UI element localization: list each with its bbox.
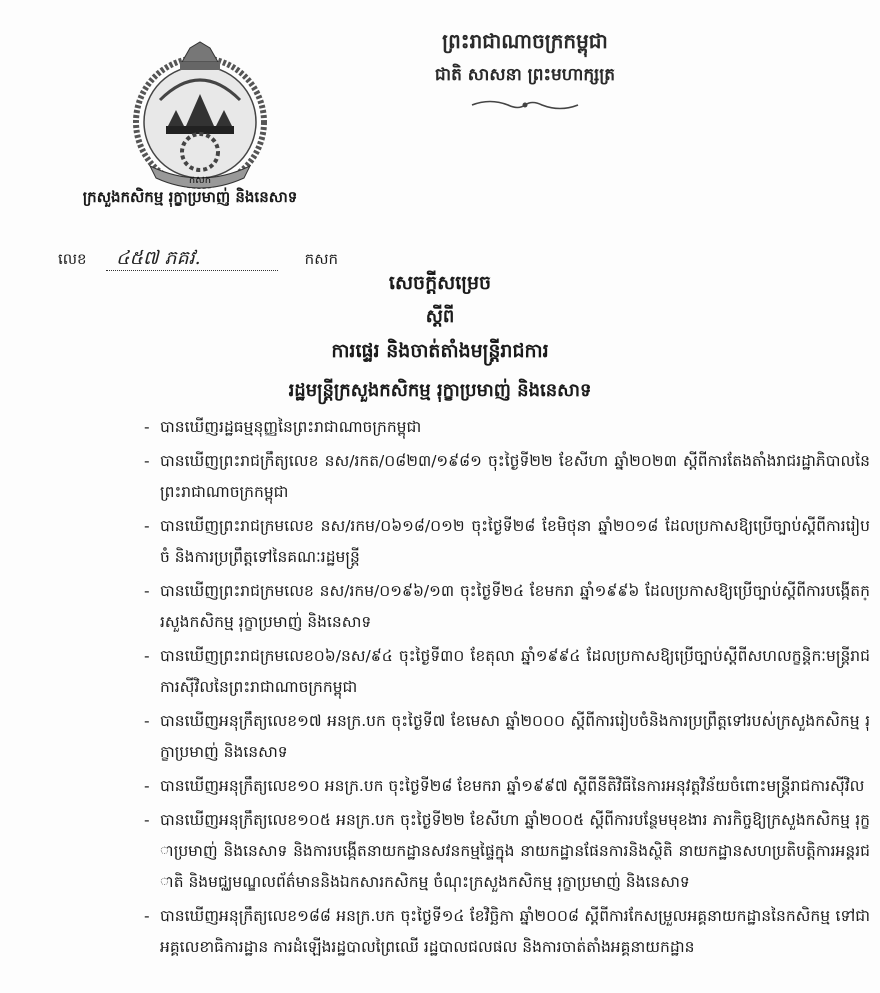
list-item: - បានឃើញព្រះរាជក្រមលេខ នស/រកម/០១៩៦/១៣ ចុះថ្ងៃទី២៤ ខែមករា ឆ្នាំ១៩៩៦ ដែលប្រកាសឱ្យប្រើច្បាប់ស្តីពីការបង្កើតក្រសួងកសិកម្ម រុក្ខាប្រមាញ់ និងនេសាទ	[144, 576, 870, 638]
list-item: - បានឃើញរដ្ឋធម្មនុញ្ញនៃព្រះរាជាណាចក្រកម្ពុជា	[144, 412, 870, 443]
list-item: - បានឃើញព្រះរាជក្រមលេខ នស/រកម/០៦១៨/០១២ ចុះថ្ងៃទី២៨ ខែមិថុនា ឆ្នាំ២០១៨ ដែលប្រកាសឱ្យប្រើច្បាប់ស្តីពីការរៀបចំ និងការប្រព្រឹត្តទៅនៃគណៈរដ្ឋមន្ត្រី	[144, 511, 870, 573]
ministry-name: ក្រសួងកសិកម្ម រុក្ខាប្រមាញ់ និងនេសាទ	[82, 188, 298, 206]
title-decision: សេចក្តីសម្រេច	[388, 272, 492, 294]
emblem-label: កសក	[188, 175, 212, 186]
reference-suffix: កសក	[304, 250, 338, 268]
legal-basis-list	[144, 412, 870, 966]
reference-handwritten: ៤៥៧ ភគវ.	[116, 247, 201, 269]
list-item: - បានឃើញអនុក្រឹត្យលេខ១០៥ អនក្រ.បក ចុះថ្ងៃទី២២ ខែសីហា ឆ្នាំ២០០៥ ស្តីពីការបន្ថែមមុខងារ ភារកិច្ចឱ្យក្រសួងកសិកម្ម រុក្ខាប្រមាញ់ និងនេសាទ និងការបង្កើតនាយកដ្ឋានសវនកម្មផ្ទៃក្នុង នាយកដ្ឋានផែនការនិងស្ថិតិ នាយកដ្ឋានសហប្រតិបត្តិការអន្តរជាតិ និងមជ្ឈមណ្ឌលព័ត៌មាននិងឯកសារកសិកម្ម ចំណុះក្រសួងកសិកម្ម រុក្ខាប្រមាញ់ និងនេសាទ	[144, 805, 870, 898]
reference-prefix: លេខ	[58, 250, 87, 268]
ornament-divider-icon	[470, 96, 580, 114]
list-item: - បានឃើញព្រះរាជក្រឹត្យលេខ នស/រកត/០៨២៣/១៩៨១ ចុះថ្ងៃទី២២ ខែសីហា ឆ្នាំ២០២៣ ស្តីពីការតែងតាំងរាជរដ្ឋាភិបាលនៃព្រះរាជាណាចក្រកម្ពុជា	[144, 446, 870, 508]
list-item: - បានឃើញអនុក្រឹត្យលេខ១៨៨ អនក្រ.បក ចុះថ្ងៃទី១៤ ខែវិច្ឆិកា ឆ្នាំ២០០៨ ស្តីពីការកែសម្រួលអគ្គនាយកដ្ឋាននៃកសិកម្ម ទៅជាអគ្គលេខាធិការដ្ឋាន ការដំឡើងរដ្ឋបាលព្រៃឈើ រដ្ឋបាលជលផល និងការចាត់តាំងអគ្គនាយកដ្ឋាន	[144, 901, 870, 963]
issuer-heading: រដ្ឋមន្ត្រីក្រសួងកសិកម្ម រុក្ខាប្រមាញ់ និងនេសាទ	[288, 380, 592, 401]
list-item: - បានឃើញព្រះរាជក្រមលេខ០៦/នស/៩៤ ចុះថ្ងៃទី៣០ ខែតុលា ឆ្នាំ១៩៩៤ ដែលប្រកាសឱ្យប្រើច្បាប់ស្តីពីសហលក្ខន្តិកៈមន្ត្រីរាជការស៊ីវិលនៃព្រះរាជាណាចក្រកម្ពុជា	[144, 641, 870, 703]
kingdom-title: ព្រះរាជាណាចក្រកម្ពុជា	[442, 29, 608, 53]
national-emblem-icon	[120, 40, 280, 190]
title-regarding: ស្តីពី	[425, 306, 455, 327]
title-subject: ការផ្ទេរ និងចាត់តាំងមន្ត្រីរាជការ	[331, 340, 549, 362]
national-motto: ជាតិ សាសនា ព្រះមហាក្សត្រ	[434, 65, 616, 85]
document-title	[200, 266, 680, 368]
list-item: - បានឃើញអនុក្រឹត្យលេខ១៧ អនក្រ.បក ចុះថ្ងៃទី៧ ខែមេសា ឆ្នាំ២០០០ ស្តីពីការរៀបចំនិងការប្រព្រឹត្តទៅរបស់ក្រសួងកសិកម្ម រុក្ខាប្រមាញ់ និងនេសាទ	[144, 706, 870, 768]
list-item: - បានឃើញអនុក្រឹត្យលេខ១០ អនក្រ.បក ចុះថ្ងៃទី២៨ ខែមករា ឆ្នាំ១៩៩៧ ស្តីពីនីតិវិធីនៃការអនុវត្តវិន័យចំពោះមន្ត្រីរាជការស៊ីវិល	[144, 771, 870, 802]
